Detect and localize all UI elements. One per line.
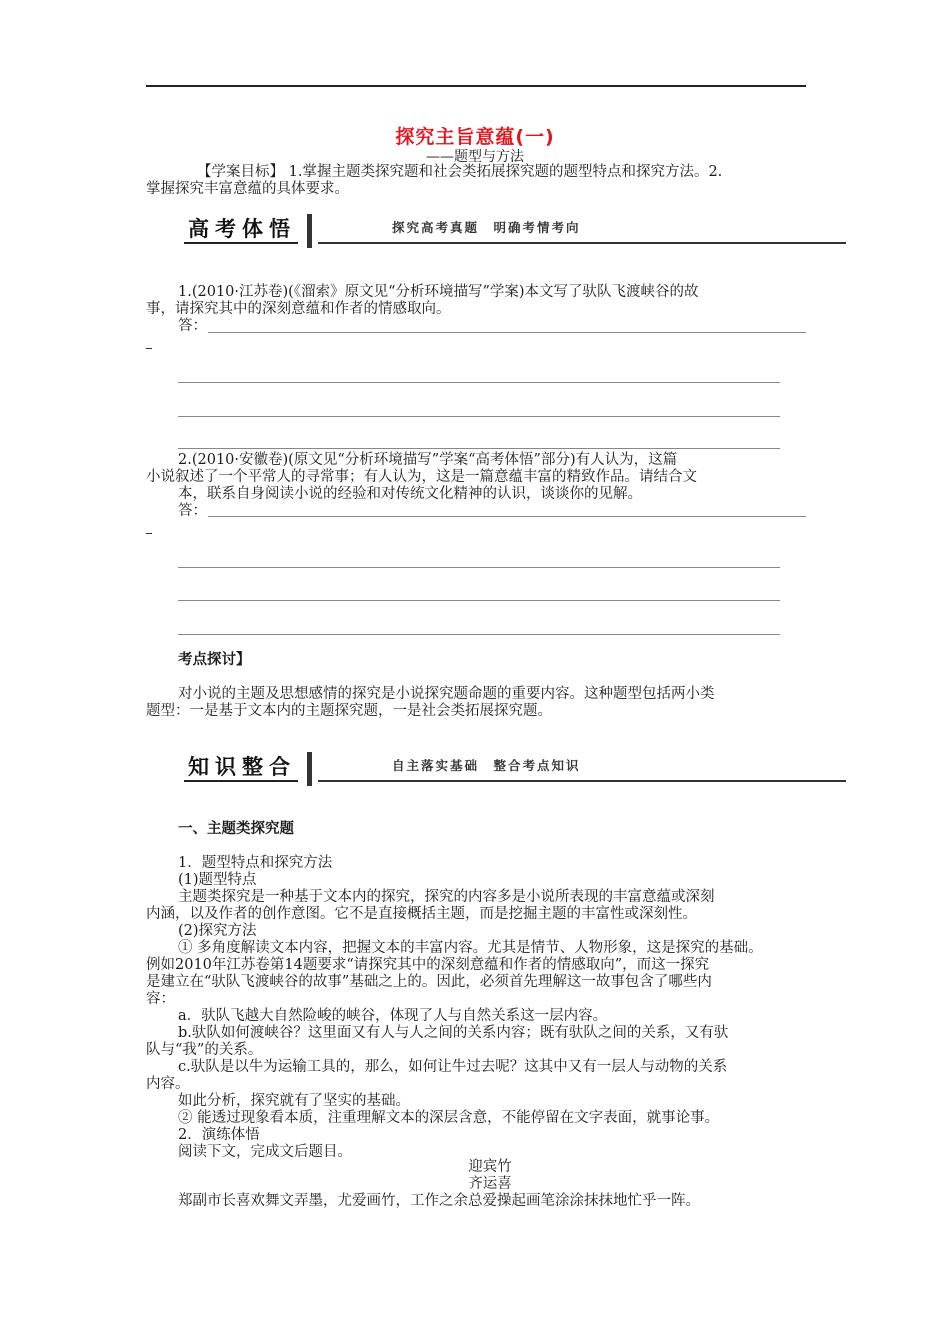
section-line: 例如2010年江苏卷第14题要求“请探究其中的深刻意蕴和作者的情感取向”，而这一探究	[146, 957, 710, 973]
q1-answer-label: 答：	[178, 318, 207, 334]
q1-answer-line[interactable]	[178, 382, 780, 383]
kaodian-line-1: 对小说的主题及思想感情的探究是小说探究题命题的重要内容。这种题型包括两小类	[178, 686, 715, 702]
q2-answer-line[interactable]	[178, 567, 780, 568]
section-line: 内容。	[146, 1076, 190, 1092]
story-first-line: 郑副市长喜欢舞文弄墨，尤爱画竹，工作之余总爱操起画笔涂涂抹抹地忙乎一阵。	[178, 1193, 700, 1209]
story-title: 迎宾竹	[468, 1159, 512, 1175]
section-line: 阅读下文，完成文后题目。	[178, 1144, 352, 1160]
section-line: a．驮队飞越大自然险峻的峡谷，体现了人与自然关系这一层内容。	[178, 1008, 608, 1024]
kaodian-line-2: 题型：一是基于文本内的主题探究题，一是社会类拓展探究题。	[146, 703, 552, 719]
section-line: ① 多角度解读文本内容，把握文本的丰富内容。尤其是情节、人物形象，这是探究的基础。	[178, 940, 763, 956]
section-line: (1)题型特点	[178, 872, 257, 888]
q1-dash	[146, 348, 152, 349]
q2-answer-line[interactable]	[208, 516, 806, 517]
section-line: 2．演练体悟	[178, 1127, 260, 1143]
kaodian-heading: 考点探讨】	[178, 652, 251, 668]
banner-divider	[307, 752, 312, 786]
banner-zhishi	[178, 752, 846, 788]
q2-line-3: 本，联系自身阅读小说的经验和对传统文化精神的认识，谈谈你的见解。	[178, 486, 642, 502]
story-author: 齐运喜	[468, 1176, 512, 1192]
q2-line-1: 2.(2010·安徽卷)(原文见“分析环境描写”学案“高考体悟”部分)有人认为，这篇	[178, 452, 678, 468]
page-subtitle: ——题型与方法	[426, 149, 524, 165]
section-line: b.驮队如何渡峡谷？这里面又有人与人之间的关系内容；既有驮队之间的关系，又有驮	[178, 1025, 729, 1041]
objective-line-1: 【学案目标】 1.掌握主题类探究题和社会类拓展探究题的题型特点和探究方法。2.	[197, 164, 723, 180]
banner-gaokao-slogan: 探究高考真题 明确考情考向	[392, 220, 581, 235]
q1-answer-line[interactable]	[178, 448, 780, 449]
section-line: 容：	[146, 991, 175, 1007]
q1-answer-line[interactable]	[178, 416, 780, 417]
objective-line-2: 掌握探究丰富意蕴的具体要求。	[146, 181, 349, 197]
section-line: (2)探究方法	[178, 923, 257, 939]
banner-rule	[318, 242, 846, 244]
q2-dash	[146, 533, 152, 534]
q2-answer-line[interactable]	[178, 600, 780, 601]
banner-zhishi-title: 知识整合	[178, 752, 306, 786]
section-line: ② 能透过现象看本质，注重理解文本的深层含意，不能停留在文字表面，就事论事。	[178, 1110, 720, 1126]
page-title: 探究主旨意蕴(一)	[395, 126, 555, 148]
section-line: c.驮队是以牛为运输工具的，那么，如何让牛过去呢？这其中又有一层人与动物的关系	[178, 1059, 728, 1075]
section-line: 队与“我”的关系。	[146, 1042, 263, 1058]
section-heading: 一、主题类探究题	[178, 821, 294, 837]
q1-line-2: 事，请探究其中的深刻意蕴和作者的情感取向。	[146, 301, 451, 317]
q1-line-1: 1.(2010·江苏卷)(《溜索》原文见“分析环境描写”学案)本文写了驮队飞渡峡谷的故	[178, 284, 699, 300]
section-line: 如此分析，探究就有了坚实的基础。	[178, 1093, 410, 1109]
banner-zhishi-slogan: 自主落实基础 整合考点知识	[392, 758, 581, 773]
banner-gaokao	[178, 214, 846, 250]
q2-answer-label: 答：	[178, 503, 207, 519]
banner-rule	[318, 780, 846, 782]
section-line: 主题类探究是一种基于文本内的探究，探究的内容多是小说所表现的丰富意蕴或深刻	[178, 889, 715, 905]
top-rule	[146, 85, 806, 87]
q2-line-2: 小说叙述了一个平常人的寻常事；有人认为，这是一篇意蕴丰富的精致作品。请结合文	[146, 469, 697, 485]
section-line: 内涵，以及作者的创作意图。它不是直接概括主题，而是挖掘主题的丰富性或深刻性。	[146, 906, 697, 922]
banner-divider	[307, 214, 312, 248]
section-line: 1．题型特点和探究方法	[178, 855, 333, 871]
q2-answer-line[interactable]	[178, 634, 780, 635]
section-line: 是建立在“驮队飞渡峡谷的故事”基础之上的。因此，必须首先理解这一故事包含了哪些内	[146, 974, 712, 990]
q1-answer-line[interactable]	[208, 332, 806, 333]
banner-gaokao-title: 高考体悟	[178, 214, 306, 248]
